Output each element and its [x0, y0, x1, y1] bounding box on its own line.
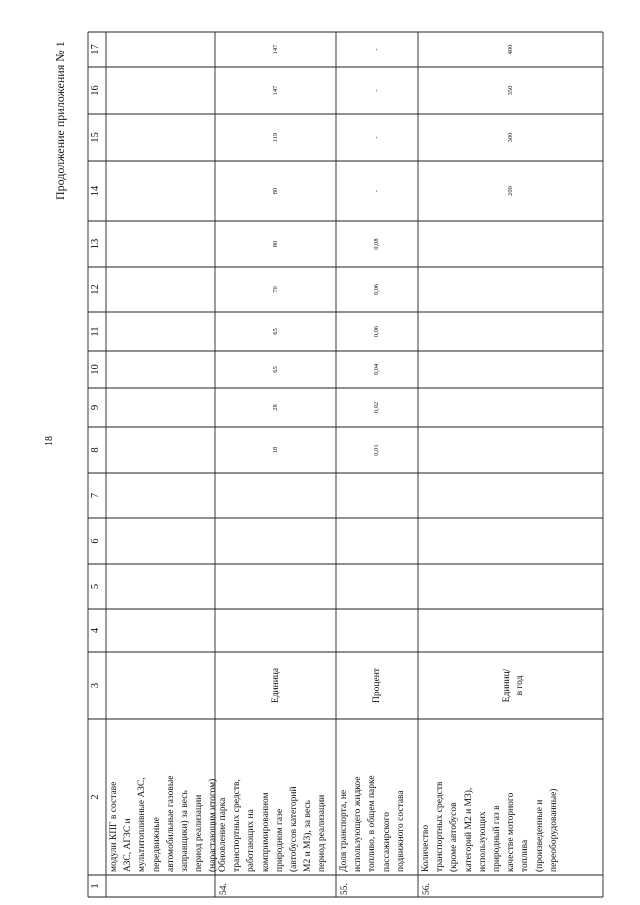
indicator-text: АЗС, АГЗС и: [123, 818, 134, 872]
indicator-text: М2 и М3), за весь: [303, 800, 314, 872]
value-cell: -: [373, 189, 380, 193]
indicator-text: автомобильные газовые: [165, 775, 176, 872]
column-header: 1: [90, 883, 101, 889]
value-cell: 0,06: [373, 283, 380, 296]
indicator-text: (нарастающим итогом): [208, 778, 219, 872]
value-cell: -: [373, 136, 380, 139]
value-cell: 18: [271, 446, 279, 454]
column-header: 9: [90, 404, 101, 411]
column-header: 7: [90, 492, 101, 499]
column-header: 16: [90, 85, 101, 96]
unit-cell: Процент: [372, 668, 382, 703]
indicator-text: пассажирского: [381, 812, 392, 872]
value-cell: 200: [506, 186, 514, 196]
column-header: 10: [90, 364, 101, 375]
indicator-text: использующего жидкое: [353, 776, 364, 872]
value-cell: 0,06: [373, 325, 380, 338]
row-number: 55.: [340, 883, 350, 895]
value-cell: 70: [271, 286, 279, 293]
value-cell: 400: [506, 44, 514, 55]
indicator-text: качестве моторного: [506, 792, 517, 872]
indicator-text: транспортных средств: [435, 781, 446, 872]
unit-cell: Единиц/: [501, 668, 512, 703]
value-cell: 147: [271, 44, 279, 55]
value-cell: 65: [271, 328, 279, 335]
value-cell: 28: [271, 404, 279, 411]
column-header: 5: [90, 583, 101, 590]
indicator-text: категорий М2 и М3),: [463, 787, 474, 872]
column-header: 15: [90, 132, 101, 143]
value-cell: 65: [271, 366, 279, 373]
column-header: 4: [90, 627, 101, 634]
row-number: 56.: [422, 883, 432, 895]
indicator-text: природном газе: [274, 808, 285, 872]
page-number: 18: [44, 436, 55, 446]
value-cell: -: [373, 89, 380, 92]
column-header: 2: [90, 794, 101, 800]
unit-cell: в год: [514, 675, 525, 696]
indicator-text: Обновление парка: [218, 797, 228, 872]
value-cell: 0,08: [373, 238, 380, 250]
value-cell: 80: [271, 187, 279, 195]
value-cell: 350: [506, 85, 514, 96]
value-cell: 0,01: [373, 444, 380, 456]
indicator-text: топлива: [520, 839, 531, 872]
column-header: 8: [90, 447, 101, 453]
column-header: 11: [90, 326, 101, 337]
value-cell: 119: [271, 132, 279, 143]
column-header: 6: [90, 538, 101, 544]
column-header: 14: [90, 185, 101, 197]
indicator-text: (кроме автобусов: [449, 802, 460, 872]
indicator-text: Количество: [421, 824, 431, 872]
indicator-text: (произведенные и: [534, 799, 545, 872]
column-header: 13: [90, 238, 101, 250]
indicator-text: мультитопливные АЗС,: [137, 777, 148, 872]
value-cell: 147: [271, 85, 279, 96]
value-cell: 300: [506, 132, 514, 143]
indicator-text: переоборудованные): [548, 788, 559, 872]
indicator-text: заправщики) за весь: [180, 790, 190, 872]
row-number: 54.: [219, 883, 229, 895]
indicator-text: период реализации: [317, 794, 328, 872]
column-header: 3: [90, 682, 101, 689]
unit-cell: Единица: [270, 667, 281, 704]
indicator-text: компримированном: [260, 792, 271, 872]
indicator-text: использующих: [477, 811, 488, 872]
value-cell: -: [373, 48, 380, 51]
indicator-text: период реализации: [194, 794, 205, 872]
indicator-text: транспортных средств,: [232, 779, 243, 872]
column-header: 17: [90, 44, 101, 55]
indicator-text: передвижные: [151, 817, 162, 872]
value-cell: 80: [271, 240, 279, 248]
value-cell: 0,04: [373, 363, 380, 376]
indicator-text: работающих на: [246, 809, 257, 872]
indicator-text: топливо, в общем парке: [367, 775, 378, 872]
indicator-text: подвижного состава: [395, 790, 406, 872]
indicator-text: Доля транспорта, не: [339, 789, 349, 872]
indicator-text: природный газ в: [492, 805, 502, 872]
indicator-text: модули КПГ в составе: [109, 781, 119, 872]
value-cell: 0,02: [373, 401, 380, 414]
indicator-text: (автобусов категорий: [289, 786, 299, 872]
column-header: 12: [90, 284, 101, 295]
appendix-title: Продолжение приложения № 1: [53, 41, 67, 200]
